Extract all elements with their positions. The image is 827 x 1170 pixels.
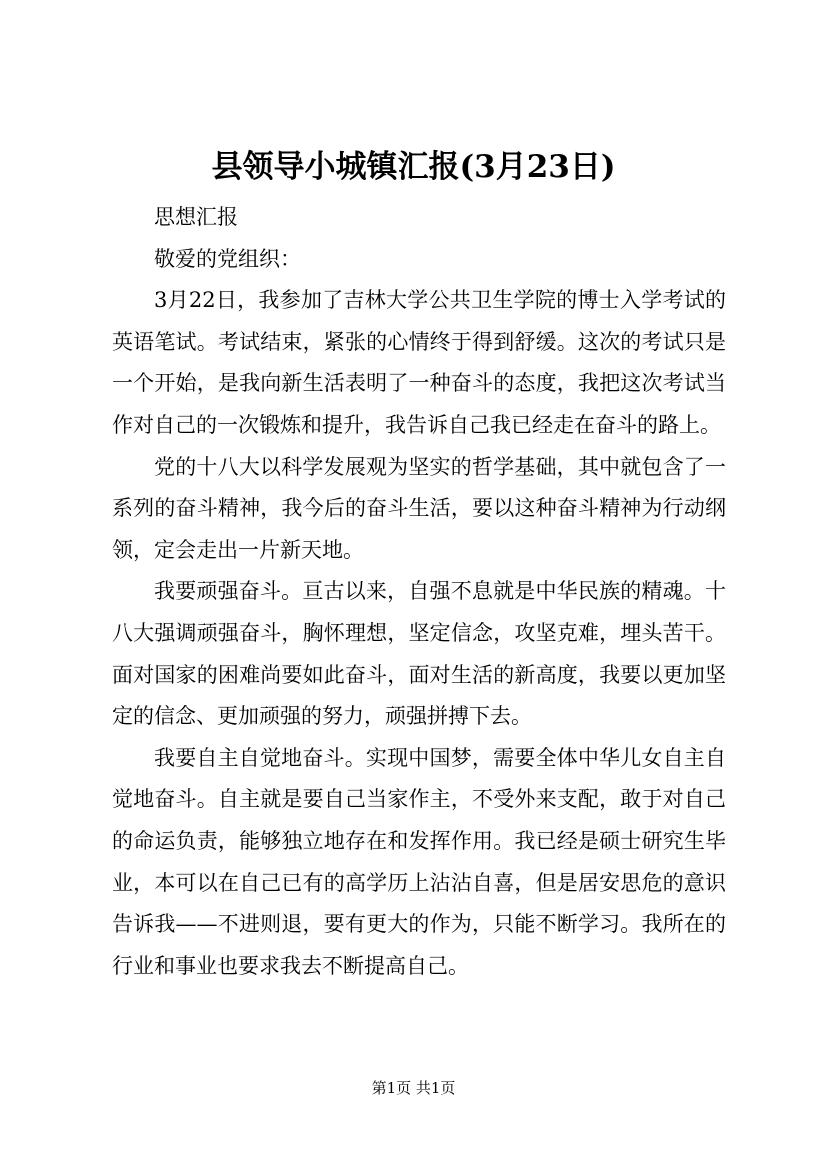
body-paragraph: 3月22日，我参加了吉林大学公共卫生学院的博士入学考试的英语笔试。考试结束，紧张的心情终于得到舒缓。这次的考试只是一个开始，是我向新生活表明了一种奋斗的态度，我把这次考试当作对自己的一次锻炼和提升，我告诉自己我已经走在奋斗的路上。 xyxy=(112,288,726,437)
page-footer: 第1页 共1页 xyxy=(371,1079,456,1097)
document-body xyxy=(112,197,726,987)
document-title: 县领导小城镇汇报(3月23日) xyxy=(211,149,616,185)
body-paragraph: 我要自主自觉地奋斗。实现中国梦，需要全体中华儿女自主自觉地奋斗。自主就是要自己当家作主，不受外来支配，敢于对自己的命运负责，能够独立地存在和发挥作用。我已经是硕士研究生毕业，本可以在自己已有的高学历上沾沾自喜，但是居安思危的意识告诉我——不进则退，要有更大的作为，只能不断学习。我所在的行业和事业也要求我去不断提高自己。 xyxy=(112,745,726,978)
body-paragraph: 党的十八大以科学发展观为坚实的哲学基础，其中就包含了一系列的奋斗精神，我今后的奋斗生活，要以这种奋斗精神为行动纲领，定会走出一片新天地。 xyxy=(112,454,726,562)
salutation: 敬爱的党组织： xyxy=(154,246,301,271)
body-paragraph: 我要顽强奋斗。亘古以来，自强不息就是中华民族的精魂。十八大强调顽强奋斗，胸怀理想，坚定信念，攻坚克难，埋头苦干。面对国家的困难尚要如此奋斗，面对生活的新高度，我要以更加坚定的信念、更加顽强的努力，顽强拼搏下去。 xyxy=(112,579,726,729)
section-heading: 思想汇报 xyxy=(154,205,238,229)
